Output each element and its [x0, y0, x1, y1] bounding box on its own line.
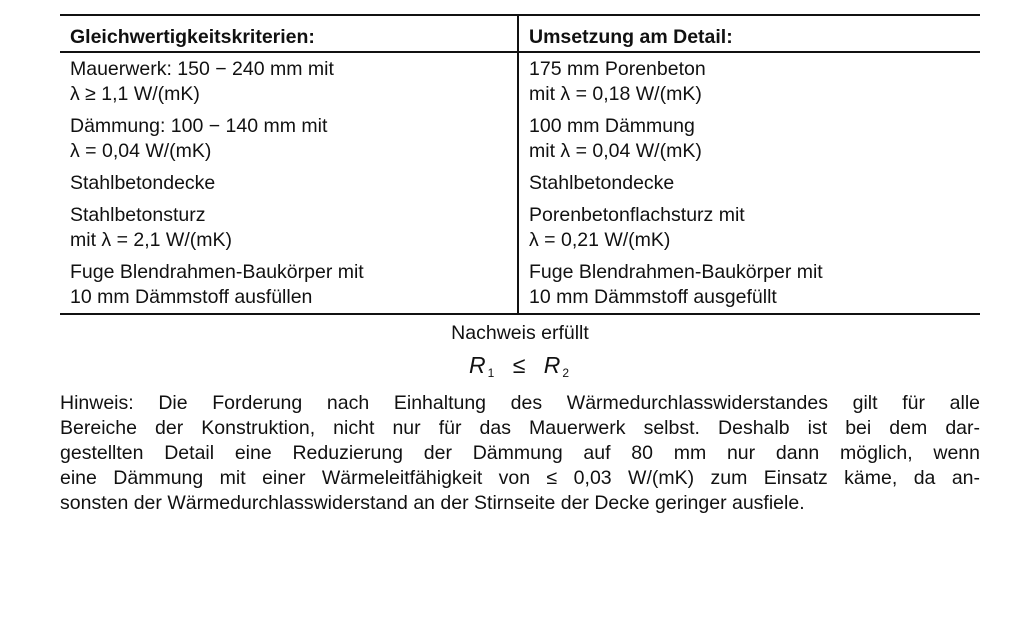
document-page	[60, 14, 980, 516]
criteria-cell	[60, 199, 518, 256]
header-criteria: Gleichwertigkeitskriterien:	[60, 15, 518, 52]
implementation-cell	[518, 167, 980, 199]
note-line: Hinweis: Die Forderung nach Einhaltung des Wärmedurchlasswiderstandes gilt für alle	[60, 392, 980, 414]
cell-line: 175 mm Porenbeton	[529, 58, 706, 80]
cell-line: Stahlbetonsturz	[70, 204, 206, 226]
table-row	[60, 52, 980, 110]
criteria-table	[60, 14, 980, 315]
cell-line: Mauerwerk: 150 − 240 mm mit	[70, 58, 334, 80]
formula-lhs: R	[468, 352, 488, 378]
cell-line: Stahlbetondecke	[529, 172, 675, 194]
implementation-cell	[518, 110, 980, 167]
formula-operator: ≤	[512, 352, 528, 378]
note-line: eine Dämmung mit einer Wärmeleitfähigkeit von ≤ 0,03 W/(mK) zum Einsatz käme, da an-	[60, 467, 980, 489]
cell-line: 10 mm Dämmstoff ausfüllen	[70, 286, 313, 308]
result-text: Nachweis erfüllt	[451, 322, 589, 344]
cell-line: λ = 0,04 W/(mK)	[70, 140, 212, 162]
table-row	[60, 256, 980, 314]
cell-line: λ = 0,21 W/(mK)	[529, 229, 671, 251]
cell-line: Porenbetonflachsturz mit	[529, 204, 745, 226]
cell-line: mit λ = 0,04 W/(mK)	[529, 140, 702, 162]
criteria-cell	[60, 167, 518, 199]
formula-rhs-subscript: 2	[562, 366, 572, 380]
cell-line: λ ≥ 1,1 W/(mK)	[70, 83, 200, 105]
table-row	[60, 110, 980, 167]
note-paragraph	[60, 391, 980, 516]
implementation-cell	[518, 52, 980, 110]
cell-line: mit λ = 0,18 W/(mK)	[529, 83, 702, 105]
criteria-cell	[60, 256, 518, 314]
cell-line: Dämmung: 100 − 140 mm mit	[70, 115, 328, 137]
formula-lhs-subscript: 1	[487, 366, 497, 380]
criteria-cell	[60, 52, 518, 110]
table-row	[60, 167, 980, 199]
cell-line: mit λ = 2,1 W/(mK)	[70, 229, 232, 251]
implementation-cell	[518, 256, 980, 314]
formula	[60, 347, 980, 383]
note-line: sonsten der Wärmedurchlasswiderstand an der Stirnseite der Decke geringer ausfiele.	[60, 492, 805, 514]
note-line: gestellten Detail eine Reduzierung der Dämmung auf 80 mm nur dann möglich, wenn	[60, 442, 980, 464]
table-header-row	[60, 15, 980, 52]
table-row	[60, 199, 980, 256]
cell-line: Stahlbetondecke	[70, 172, 216, 194]
criteria-cell	[60, 110, 518, 167]
formula-rhs: R	[543, 352, 563, 378]
cell-line: 100 mm Dämmung	[529, 115, 695, 137]
implementation-cell	[518, 199, 980, 256]
header-implementation: Umsetzung am Detail:	[518, 15, 980, 52]
note-line: Bereiche der Konstruktion, nicht nur für das Mauerwerk selbst. Deshalb ist bei dem dar-	[60, 417, 980, 439]
cell-line: 10 mm Dämmstoff ausgefüllt	[529, 286, 777, 308]
cell-line: Fuge Blendrahmen-Baukörper mit	[529, 261, 823, 283]
cell-line: Fuge Blendrahmen-Baukörper mit	[70, 261, 364, 283]
